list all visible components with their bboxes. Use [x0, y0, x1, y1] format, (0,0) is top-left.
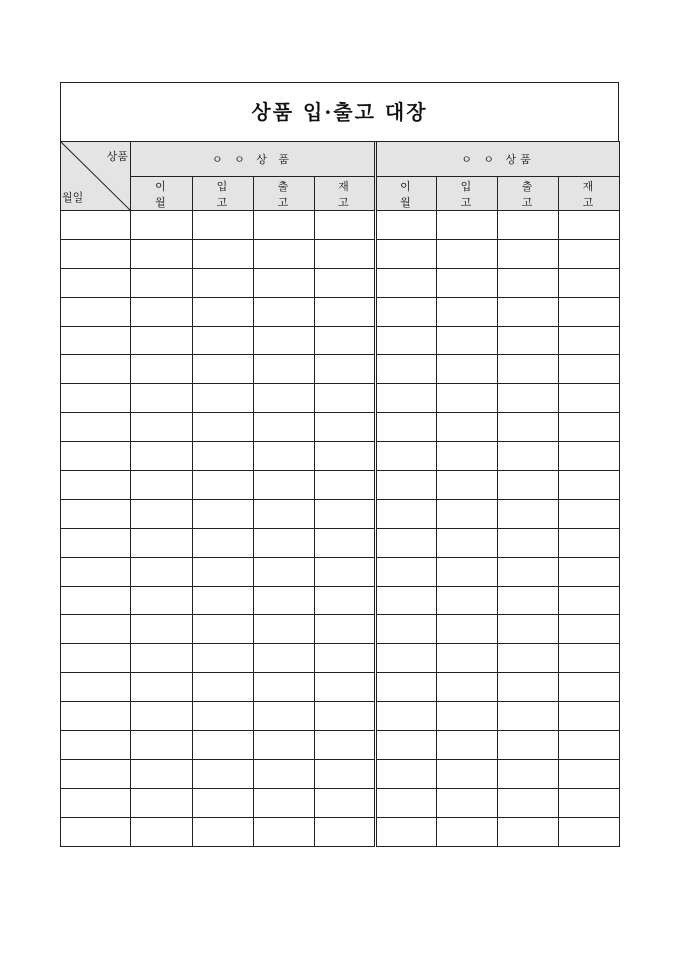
table-cell[interactable] — [131, 528, 193, 557]
table-cell[interactable] — [559, 759, 620, 788]
table-cell[interactable] — [131, 471, 193, 500]
table-cell[interactable] — [376, 528, 437, 557]
col-header-stock-out-2: 출 고 — [498, 177, 559, 211]
table-cell[interactable] — [315, 759, 376, 788]
table-cell[interactable] — [559, 615, 620, 644]
table-cell[interactable] — [498, 557, 559, 586]
table-cell[interactable] — [315, 644, 376, 673]
table-cell[interactable] — [315, 788, 376, 817]
table-cell[interactable] — [315, 731, 376, 760]
table-cell[interactable] — [437, 355, 498, 384]
table-cell[interactable] — [498, 384, 559, 413]
table-cell[interactable] — [315, 268, 376, 297]
table-cell[interactable] — [376, 471, 437, 500]
table-cell[interactable] — [254, 644, 315, 673]
date-cell[interactable] — [61, 788, 131, 817]
table-cell[interactable] — [193, 644, 254, 673]
table-cell[interactable] — [437, 817, 498, 846]
table-cell[interactable] — [559, 297, 620, 326]
table-cell[interactable] — [437, 702, 498, 731]
table-cell[interactable] — [437, 557, 498, 586]
table-cell[interactable] — [131, 817, 193, 846]
table-row — [61, 499, 620, 528]
table-cell[interactable] — [131, 297, 193, 326]
table-row — [61, 615, 620, 644]
table-cell[interactable] — [498, 586, 559, 615]
table-cell[interactable] — [559, 586, 620, 615]
table-cell[interactable] — [559, 268, 620, 297]
table-cell[interactable] — [498, 759, 559, 788]
table-cell[interactable] — [254, 759, 315, 788]
table-cell[interactable] — [559, 673, 620, 702]
date-cell[interactable] — [61, 644, 131, 673]
table-cell[interactable] — [193, 673, 254, 702]
table-cell[interactable] — [254, 297, 315, 326]
table-cell[interactable] — [437, 644, 498, 673]
table-cell[interactable] — [315, 297, 376, 326]
table-cell[interactable] — [131, 268, 193, 297]
table-cell[interactable] — [315, 702, 376, 731]
table-cell[interactable] — [254, 586, 315, 615]
table-cell[interactable] — [437, 731, 498, 760]
table-cell[interactable] — [559, 788, 620, 817]
table-cell[interactable] — [376, 239, 437, 268]
table-cell[interactable] — [559, 211, 620, 240]
table-cell[interactable] — [193, 586, 254, 615]
table-cell[interactable] — [376, 355, 437, 384]
corner-header-cell — [61, 142, 131, 211]
table-cell[interactable] — [376, 702, 437, 731]
table-cell[interactable] — [131, 557, 193, 586]
table-cell[interactable] — [254, 731, 315, 760]
table-cell[interactable] — [559, 817, 620, 846]
table-cell[interactable] — [376, 557, 437, 586]
ledger-sheet — [60, 82, 619, 840]
table-cell[interactable] — [559, 355, 620, 384]
table-cell[interactable] — [315, 557, 376, 586]
table-cell[interactable] — [559, 326, 620, 355]
table-row — [61, 557, 620, 586]
ledger-body — [61, 211, 620, 847]
table-cell[interactable] — [131, 731, 193, 760]
table-cell[interactable] — [193, 731, 254, 760]
table-cell[interactable] — [131, 499, 193, 528]
table-cell[interactable] — [559, 413, 620, 442]
table-cell[interactable] — [437, 413, 498, 442]
table-cell[interactable] — [498, 673, 559, 702]
table-cell[interactable] — [131, 788, 193, 817]
table-cell[interactable] — [498, 644, 559, 673]
table-cell[interactable] — [193, 528, 254, 557]
table-cell[interactable] — [315, 442, 376, 471]
table-cell[interactable] — [193, 817, 254, 846]
table-cell[interactable] — [498, 615, 559, 644]
date-cell[interactable] — [61, 268, 131, 297]
table-row — [61, 673, 620, 702]
table-cell[interactable] — [498, 355, 559, 384]
table-cell[interactable] — [193, 471, 254, 500]
table-cell[interactable] — [131, 326, 193, 355]
product-group-header-1: ㅇ ㅇ 상 품 — [131, 142, 376, 177]
table-cell[interactable] — [254, 211, 315, 240]
table-cell[interactable] — [131, 673, 193, 702]
table-row — [61, 644, 620, 673]
table-cell[interactable] — [254, 615, 315, 644]
table-cell[interactable] — [498, 499, 559, 528]
table-cell[interactable] — [131, 586, 193, 615]
table-cell[interactable] — [315, 499, 376, 528]
date-cell[interactable] — [61, 586, 131, 615]
table-cell[interactable] — [376, 817, 437, 846]
table-cell[interactable] — [254, 673, 315, 702]
table-cell[interactable] — [498, 817, 559, 846]
date-cell[interactable] — [61, 528, 131, 557]
table-cell[interactable] — [498, 268, 559, 297]
table-cell[interactable] — [376, 673, 437, 702]
table-cell[interactable] — [131, 702, 193, 731]
table-cell[interactable] — [131, 615, 193, 644]
table-row — [61, 702, 620, 731]
table-cell[interactable] — [559, 471, 620, 500]
table-cell[interactable] — [315, 413, 376, 442]
table-cell[interactable] — [559, 442, 620, 471]
table-cell[interactable] — [315, 673, 376, 702]
table-cell[interactable] — [437, 499, 498, 528]
table-row — [61, 211, 620, 240]
date-cell[interactable] — [61, 557, 131, 586]
table-row — [61, 528, 620, 557]
table-cell[interactable] — [437, 297, 498, 326]
table-cell[interactable] — [376, 759, 437, 788]
table-cell[interactable] — [559, 384, 620, 413]
title-row — [61, 83, 618, 142]
table-cell[interactable] — [437, 673, 498, 702]
table-row — [61, 413, 620, 442]
table-cell[interactable] — [193, 384, 254, 413]
table-cell[interactable] — [376, 384, 437, 413]
table-cell[interactable] — [437, 442, 498, 471]
table-cell[interactable] — [437, 239, 498, 268]
table-row — [61, 471, 620, 500]
date-cell[interactable] — [61, 759, 131, 788]
table-row — [61, 297, 620, 326]
table-cell[interactable] — [498, 297, 559, 326]
table-cell[interactable] — [376, 731, 437, 760]
table-row — [61, 355, 620, 384]
table-cell[interactable] — [131, 644, 193, 673]
table-cell[interactable] — [193, 297, 254, 326]
col-header-stock-in-2: 입 고 — [437, 177, 498, 211]
table-cell[interactable] — [437, 615, 498, 644]
table-cell[interactable] — [437, 211, 498, 240]
table-cell[interactable] — [315, 471, 376, 500]
date-cell[interactable] — [61, 413, 131, 442]
table-row — [61, 384, 620, 413]
date-cell[interactable] — [61, 615, 131, 644]
table-cell[interactable] — [131, 413, 193, 442]
table-cell[interactable] — [254, 268, 315, 297]
table-cell[interactable] — [193, 239, 254, 268]
date-cell[interactable] — [61, 384, 131, 413]
table-cell[interactable] — [498, 702, 559, 731]
table-cell[interactable] — [131, 355, 193, 384]
table-cell[interactable] — [254, 384, 315, 413]
table-row — [61, 586, 620, 615]
table-cell[interactable] — [437, 788, 498, 817]
table-cell[interactable] — [437, 268, 498, 297]
table-cell[interactable] — [559, 644, 620, 673]
col-header-stock-out-1: 출 고 — [254, 177, 315, 211]
table-row — [61, 817, 620, 846]
table-cell[interactable] — [376, 413, 437, 442]
table-cell[interactable] — [254, 471, 315, 500]
table-cell[interactable] — [315, 528, 376, 557]
table-cell[interactable] — [376, 499, 437, 528]
table-cell[interactable] — [315, 615, 376, 644]
table-row — [61, 326, 620, 355]
table-row — [61, 731, 620, 760]
table-cell[interactable] — [193, 499, 254, 528]
table-cell[interactable] — [131, 239, 193, 268]
table-cell[interactable] — [131, 384, 193, 413]
date-cell[interactable] — [61, 702, 131, 731]
table-cell[interactable] — [376, 211, 437, 240]
table-cell[interactable] — [498, 471, 559, 500]
table-cell[interactable] — [193, 759, 254, 788]
table-cell[interactable] — [376, 442, 437, 471]
table-cell[interactable] — [376, 297, 437, 326]
date-cell[interactable] — [61, 817, 131, 846]
table-row — [61, 759, 620, 788]
table-cell[interactable] — [193, 326, 254, 355]
table-cell[interactable] — [498, 413, 559, 442]
table-cell[interactable] — [254, 413, 315, 442]
table-cell[interactable] — [254, 499, 315, 528]
table-cell[interactable] — [193, 615, 254, 644]
date-cell[interactable] — [61, 326, 131, 355]
table-cell[interactable] — [254, 557, 315, 586]
table-cell[interactable] — [559, 731, 620, 760]
table-cell[interactable] — [193, 355, 254, 384]
table-cell[interactable] — [559, 702, 620, 731]
date-cell[interactable] — [61, 355, 131, 384]
table-cell[interactable] — [193, 211, 254, 240]
table-cell[interactable] — [193, 557, 254, 586]
table-row — [61, 788, 620, 817]
table-cell[interactable] — [437, 471, 498, 500]
table-cell[interactable] — [437, 586, 498, 615]
page-title: 상품 입·출고 대장 — [251, 99, 428, 124]
table-cell[interactable] — [131, 759, 193, 788]
table-cell[interactable] — [254, 528, 315, 557]
table-cell[interactable] — [254, 788, 315, 817]
col-header-carryover-1: 이 월 — [131, 177, 193, 211]
corner-date-label: 월일 — [62, 191, 84, 204]
table-cell[interactable] — [498, 442, 559, 471]
product-group-header-2: ㅇ ㅇ 상품 — [376, 142, 620, 177]
table-cell[interactable] — [254, 239, 315, 268]
table-cell[interactable] — [193, 268, 254, 297]
table-cell[interactable] — [315, 586, 376, 615]
table-cell[interactable] — [376, 586, 437, 615]
table-cell[interactable] — [559, 528, 620, 557]
date-cell[interactable] — [61, 297, 131, 326]
table-cell[interactable] — [376, 615, 437, 644]
table-cell[interactable] — [315, 384, 376, 413]
table-cell[interactable] — [315, 326, 376, 355]
table-cell[interactable] — [193, 442, 254, 471]
table-cell[interactable] — [437, 528, 498, 557]
table-cell[interactable] — [498, 731, 559, 760]
table-cell[interactable] — [498, 528, 559, 557]
corner-product-label: 상품 — [106, 150, 128, 163]
table-cell[interactable] — [193, 788, 254, 817]
date-cell[interactable] — [61, 731, 131, 760]
table-cell[interactable] — [498, 788, 559, 817]
date-cell[interactable] — [61, 673, 131, 702]
table-cell[interactable] — [131, 442, 193, 471]
col-header-carryover-2: 이 월 — [376, 177, 437, 211]
table-cell[interactable] — [254, 702, 315, 731]
table-cell[interactable] — [315, 355, 376, 384]
table-cell[interactable] — [376, 268, 437, 297]
table-cell[interactable] — [193, 702, 254, 731]
table-cell[interactable] — [498, 326, 559, 355]
table-cell[interactable] — [254, 817, 315, 846]
table-row — [61, 239, 620, 268]
table-cell[interactable] — [315, 817, 376, 846]
table-cell[interactable] — [315, 239, 376, 268]
table-cell[interactable] — [131, 211, 193, 240]
table-cell[interactable] — [437, 384, 498, 413]
table-cell[interactable] — [193, 413, 254, 442]
table-cell[interactable] — [376, 644, 437, 673]
col-header-inventory-2: 재 고 — [559, 177, 620, 211]
table-cell[interactable] — [254, 442, 315, 471]
table-cell[interactable] — [498, 211, 559, 240]
table-cell[interactable] — [315, 211, 376, 240]
date-cell[interactable] — [61, 211, 131, 240]
table-cell[interactable] — [376, 326, 437, 355]
table-cell[interactable] — [254, 355, 315, 384]
table-cell[interactable] — [437, 326, 498, 355]
table-cell[interactable] — [498, 239, 559, 268]
date-cell[interactable] — [61, 499, 131, 528]
date-cell[interactable] — [61, 442, 131, 471]
table-row — [61, 442, 620, 471]
col-header-stock-in-1: 입 고 — [193, 177, 254, 211]
table-row — [61, 268, 620, 297]
date-cell[interactable] — [61, 471, 131, 500]
table-cell[interactable] — [559, 499, 620, 528]
date-cell[interactable] — [61, 239, 131, 268]
ledger-table — [60, 141, 620, 847]
table-cell[interactable] — [437, 759, 498, 788]
table-cell[interactable] — [376, 788, 437, 817]
table-cell[interactable] — [559, 557, 620, 586]
table-cell[interactable] — [254, 326, 315, 355]
table-cell[interactable] — [559, 239, 620, 268]
col-header-inventory-1: 재 고 — [315, 177, 376, 211]
